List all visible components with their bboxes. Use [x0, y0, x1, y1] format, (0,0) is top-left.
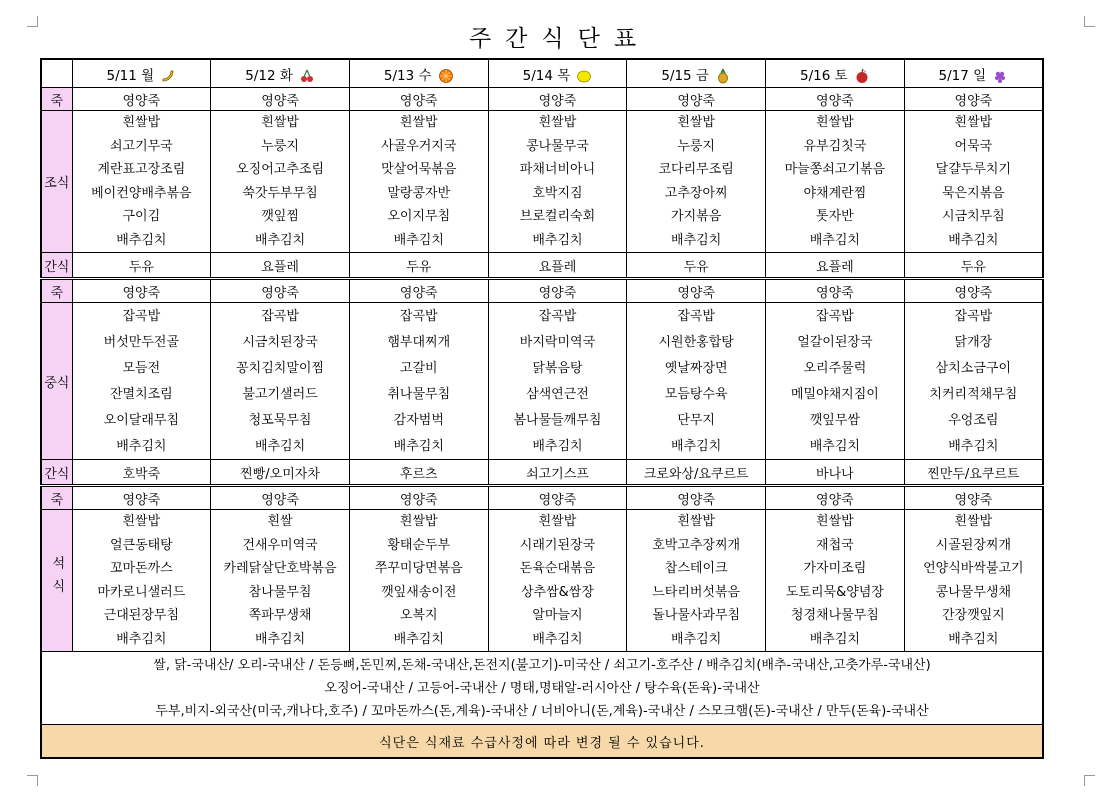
snack-label: 간식: [41, 253, 72, 279]
dish-item: 청경채나물무침: [790, 608, 879, 624]
dish-item: 베이컨양배추볶음: [91, 185, 192, 201]
dish-item: 시금치무침: [941, 209, 1005, 225]
dish-list: [350, 111, 488, 252]
crop-mark-bottom-left: [27, 775, 38, 786]
lemon-icon: [576, 68, 592, 84]
day-header: [904, 59, 1043, 88]
menu-cell: [211, 303, 350, 460]
dish-item: 배추김치: [671, 438, 722, 454]
dish-item: 우엉조림: [948, 412, 999, 428]
dish-item: 잔멸치조림: [109, 386, 173, 402]
dish-item: 근대된장무침: [103, 608, 180, 624]
dish-item: 호박고추장찌개: [652, 537, 741, 553]
day-header: [627, 59, 766, 88]
menu-cell: [72, 303, 211, 460]
weekly-menu-table: [40, 58, 1044, 759]
juk-label: 죽: [41, 279, 72, 303]
menu-cell: 영양죽: [349, 88, 488, 111]
footer-notice: 식단은 식재료 수급사정에 따라 변경 될 수 있습니다.: [41, 725, 1043, 759]
dish-list: [73, 111, 211, 252]
dish-item: 고갈비: [399, 360, 438, 376]
page-title: 주간식단표: [468, 26, 651, 52]
crop-mark-bottom-right: [1084, 775, 1095, 786]
dinner-label: [41, 510, 72, 652]
menu-cell: 영양죽: [766, 88, 905, 111]
dish-item: 언양식바싹불고기: [923, 561, 1024, 577]
dish-item: 배추김치: [393, 631, 444, 647]
day-header: [72, 59, 211, 88]
dish-list: [350, 510, 488, 651]
juk-label: 죽: [41, 486, 72, 510]
dish-item: 말랑콩자반: [387, 185, 451, 201]
dish-item: 구이김: [122, 209, 161, 225]
dish-item: 배추김치: [254, 438, 306, 454]
menu-cell: 요플레: [488, 253, 627, 279]
dish-item: 오리주물럭: [803, 360, 867, 376]
dish-list: [627, 510, 765, 651]
dish-item: 잡곡밥: [122, 308, 161, 324]
menu-cell: 영양죽: [766, 279, 905, 303]
menu-cell: 영양죽: [627, 486, 766, 510]
dish-item: 흰쌀밥: [677, 115, 715, 131]
menu-cell: 두유: [349, 253, 488, 279]
dish-item: 깻잎새송이전: [381, 584, 457, 600]
day-header: [488, 59, 627, 88]
menu-cell: 후르츠: [349, 460, 488, 486]
menu-cell: 영양죽: [627, 279, 766, 303]
day-label: 5/13 수: [383, 67, 432, 84]
menu-cell: [488, 111, 627, 253]
dish-item: 야채계란찜: [803, 185, 867, 201]
day-header: [211, 59, 350, 88]
menu-cell: 바나나: [766, 460, 905, 486]
dish-item: 치커리적채무침: [929, 386, 1018, 402]
dish-item: 배추김치: [254, 232, 306, 248]
menu-cell: [904, 111, 1043, 253]
dish-item: 느타리버섯볶음: [652, 584, 741, 600]
dish-item: 돈육순대볶음: [519, 561, 596, 577]
dish-item: 삼색연근전: [526, 386, 589, 402]
menu-cell: 찐빵/오미자차: [211, 460, 350, 486]
menu-cell: [349, 111, 488, 253]
menu-cell: [627, 111, 766, 253]
dish-item: 흰쌀밥: [954, 115, 993, 131]
dish-item: 잡곡밥: [261, 308, 299, 324]
menu-cell: [904, 510, 1043, 652]
menu-cell: [349, 303, 488, 460]
day-header: [766, 59, 905, 88]
menu-cell: 영양죽: [766, 486, 905, 510]
dish-item: 흰쌀밥: [677, 514, 715, 530]
menu-cell: [211, 510, 350, 652]
dish-item: 옛날짜장면: [664, 360, 728, 376]
dish-list: [73, 510, 211, 651]
dish-item: 고추장아찌: [664, 185, 728, 201]
menu-cell: 영양죽: [211, 279, 350, 303]
dish-item: 배추김치: [532, 631, 583, 647]
dish-item: 단무지: [677, 412, 715, 428]
menu-cell: [627, 303, 766, 460]
dish-item: 재첩국: [816, 537, 854, 553]
dish-item: 돌나물사과무침: [652, 608, 741, 624]
dish-list: [766, 510, 904, 651]
dish-item: 시금치된장국: [242, 334, 318, 350]
dish-item: 배추김치: [393, 438, 444, 454]
menu-cell: 영양죽: [349, 486, 488, 510]
dish-item: 배추김치: [671, 232, 722, 248]
dish-item: 잡곡밥: [954, 308, 993, 324]
dish-item: 사골우거지국: [381, 138, 457, 154]
day-label: 5/15 금: [661, 67, 709, 84]
pineapple-icon: [715, 68, 731, 84]
dish-item: 누룽지: [677, 138, 715, 154]
menu-cell: 찐만두/요쿠르트: [904, 460, 1043, 486]
dish-item: 황태순두부: [387, 537, 451, 553]
dish-list: [489, 510, 627, 651]
dish-item: 콩나물무생채: [935, 584, 1012, 600]
menu-cell: 호박죽: [72, 460, 211, 486]
menu-cell: [766, 111, 905, 253]
dish-item: 배추김치: [532, 438, 583, 454]
dish-item: 건새우미역국: [242, 537, 318, 553]
dish-item: 잡곡밥: [677, 308, 715, 324]
grape-icon: [992, 68, 1008, 84]
dish-item: 흰쌀밥: [816, 514, 854, 530]
menu-cell: [72, 510, 211, 652]
dish-item: 잡곡밥: [816, 308, 854, 324]
dish-item: 쭈꾸미당면볶음: [374, 561, 463, 577]
menu-cell: 영양죽: [904, 279, 1043, 303]
dish-item: 메밀야채지짐이: [790, 386, 879, 402]
dish-item: 흰쌀밥: [816, 115, 854, 131]
dish-item: 브로컬리숙회: [519, 209, 596, 225]
meal-label: 석식: [49, 555, 65, 602]
menu-cell: 영양죽: [72, 486, 211, 510]
dish-item: 오복지: [399, 608, 438, 624]
dish-item: 흰쌀밥: [261, 115, 299, 131]
dish-item: 꼬마돈까스: [109, 561, 173, 577]
day-label: 5/12 화: [245, 67, 293, 84]
menu-cell: 크로와상/요쿠르트: [627, 460, 766, 486]
dish-item: 찹스테이크: [664, 561, 728, 577]
dish-list: [350, 303, 488, 459]
dish-item: 취나물무침: [387, 386, 451, 402]
menu-cell: 영양죽: [904, 486, 1043, 510]
lunch-label: [41, 303, 72, 460]
dish-item: 마늘쫑쇠고기볶음: [784, 162, 886, 178]
dish-list: [905, 303, 1042, 459]
day-label: 5/14 목: [522, 67, 571, 84]
dish-list: [489, 111, 627, 252]
menu-cell: 영양죽: [72, 88, 211, 111]
origin-notes: [41, 652, 1043, 725]
dish-item: 파채너비아니: [519, 162, 596, 178]
menu-cell: 두유: [72, 253, 211, 279]
dish-item: 쑥갓두부무침: [242, 185, 318, 201]
snack-label: 간식: [41, 460, 72, 486]
dish-item: 버섯만두전골: [103, 334, 180, 350]
apple-icon: [854, 68, 870, 84]
menu-cell: [72, 111, 211, 253]
dish-item: 누룽지: [261, 138, 299, 154]
dish-item: 얼큰동태탕: [109, 537, 173, 553]
dish-item: 불고기샐러드: [242, 386, 318, 402]
dish-item: 흰쌀밥: [399, 514, 438, 530]
menu-cell: [349, 510, 488, 652]
dish-item: 간장깻잎지: [941, 608, 1005, 624]
dish-item: 청포묵무침: [248, 412, 312, 428]
menu-cell: 영양죽: [488, 279, 627, 303]
meal-label: 조식: [44, 176, 70, 191]
juk-label: 죽: [41, 88, 72, 111]
dish-item: 배추김치: [532, 232, 583, 248]
dish-item: 카레닭살단호박볶음: [223, 561, 337, 577]
menu-cell: 요플레: [766, 253, 905, 279]
dish-item: 감자범벅: [393, 412, 444, 428]
corner-cell: [41, 59, 72, 88]
menu-cell: [766, 303, 905, 460]
dish-item: 흰쌀밥: [399, 115, 438, 131]
dish-item: 흰쌀밥: [954, 514, 993, 530]
dish-item: 잡곡밥: [399, 308, 438, 324]
dish-item: 오이달래무침: [103, 412, 180, 428]
dish-item: 참나물무침: [248, 584, 312, 600]
dish-list: [766, 111, 904, 252]
dish-item: 바지락미역국: [519, 334, 596, 350]
menu-cell: [488, 303, 627, 460]
dish-item: 모듬탕수육: [664, 386, 728, 402]
banana-icon: [160, 68, 176, 84]
meal-label: 중식: [44, 375, 70, 391]
dish-list: [211, 510, 349, 651]
dish-item: 모듬전: [122, 360, 161, 376]
dish-item: 시원한홍합탕: [658, 334, 734, 350]
dish-item: 배추김치: [948, 232, 999, 248]
menu-cell: 영양죽: [349, 279, 488, 303]
day-label: 5/11 월: [106, 67, 155, 84]
menu-cell: 두유: [627, 253, 766, 279]
day-label: 5/17 일: [938, 67, 987, 84]
dish-item: 콩나물무국: [526, 138, 589, 154]
dish-item: 상추쌈&쌈장: [520, 584, 594, 600]
dish-item: 묵은지볶음: [941, 185, 1005, 201]
dish-item: 닭개장: [954, 334, 993, 350]
menu-cell: 영양죽: [72, 279, 211, 303]
orange-icon: [438, 68, 454, 84]
dish-item: 맛살어묵볶음: [381, 162, 457, 178]
breakfast-label: [41, 111, 72, 253]
origin-line: 두부,비지-외국산(미국,캐나다,호주) / 꼬마돈까스(돈,계육)-국내산 / 너비아니(돈,계육)-국내산 / 스모크햄(돈)-국내산 / 만두(돈육)-국내산: [155, 703, 929, 719]
menu-cell: [904, 303, 1043, 460]
dish-item: 배추김치: [948, 438, 999, 454]
dish-item: 배추김치: [671, 631, 722, 647]
dish-item: 꽁치김치말이찜: [236, 360, 324, 376]
dish-item: 배추김치: [116, 438, 167, 454]
dish-item: 쇠고기무국: [109, 138, 173, 154]
dish-list: [211, 303, 349, 459]
dish-item: 배추김치: [393, 232, 444, 248]
dish-item: 쪽파무생채: [248, 608, 312, 624]
dish-item: 계란표고장조림: [97, 162, 186, 178]
menu-cell: 두유: [904, 253, 1043, 279]
dish-item: 삼치소금구이: [935, 360, 1012, 376]
dish-item: 흰쌀밥: [538, 115, 577, 131]
dish-item: 도토리묵&양념장: [785, 584, 884, 600]
dish-item: 호박지짐: [532, 185, 583, 201]
dish-item: 봄나물들깨무침: [513, 412, 602, 428]
dish-item: 깻잎찜: [261, 209, 299, 225]
origin-line: 오징어-국내산 / 고등어-국내산 / 명태,명태알-러시아산 / 탕수육(돈육)-국내산: [324, 680, 760, 696]
dish-item: 흰쌀밥: [122, 115, 161, 131]
dish-item: 시래기된장국: [519, 537, 596, 553]
dish-item: 닭볶음탕: [532, 360, 583, 376]
menu-cell: 영양죽: [488, 486, 627, 510]
dish-item: 배추김치: [948, 631, 999, 647]
dish-list: [627, 303, 765, 459]
dish-item: 가지볶음: [671, 209, 722, 225]
origin-line: 쌀, 닭-국내산/ 오리-국내산 / 돈등뼈,돈민찌,돈채-국내산,돈전지(불고기)-미국산 / 쇠고기-호주산 / 배추김치(배추-국내산,고춧가루-국내산): [153, 657, 931, 673]
menu-cell: [766, 510, 905, 652]
dish-list: [211, 111, 349, 252]
menu-cell: 요플레: [211, 253, 350, 279]
menu-cell: 영양죽: [488, 88, 627, 111]
dish-item: 배추김치: [809, 232, 860, 248]
menu-cell: [488, 510, 627, 652]
dish-item: 달걀두루치기: [935, 162, 1012, 178]
dish-item: 마카로니샐러드: [97, 584, 186, 600]
cherry-icon: [299, 68, 315, 84]
dish-item: 유부김칫국: [803, 138, 867, 154]
dish-item: 오징어고추조림: [236, 162, 324, 178]
dish-list: [905, 111, 1042, 252]
dish-item: 배추김치: [809, 438, 860, 454]
dish-item: 얼갈이된장국: [797, 334, 873, 350]
dish-item: 시골된장찌개: [935, 537, 1012, 553]
menu-cell: 영양죽: [211, 88, 350, 111]
dish-item: 어묵국: [954, 138, 993, 154]
dish-item: 배추김치: [116, 631, 167, 647]
menu-cell: 쇠고기스프: [488, 460, 627, 486]
dish-item: 가자미조림: [803, 561, 867, 577]
dish-item: 햄부대찌개: [387, 334, 451, 350]
dish-list: [489, 303, 627, 459]
dish-item: 흰쌀밥: [122, 514, 161, 530]
dish-item: 배추김치: [116, 232, 167, 248]
day-header: [349, 59, 488, 88]
menu-cell: [211, 111, 350, 253]
menu-cell: [627, 510, 766, 652]
menu-cell: 영양죽: [904, 88, 1043, 111]
dish-item: 배추김치: [254, 631, 306, 647]
dish-list: [73, 303, 211, 459]
day-label: 5/16 토: [800, 67, 848, 84]
dish-item: 오이지무침: [387, 209, 451, 225]
dish-item: 알마늘지: [532, 608, 583, 624]
dish-item: 코다리무조림: [658, 162, 734, 178]
dish-list: [766, 303, 904, 459]
dish-list: [627, 111, 765, 252]
menu-cell: 영양죽: [211, 486, 350, 510]
dish-item: 잡곡밥: [538, 308, 577, 324]
dish-item: 배추김치: [809, 631, 860, 647]
dish-item: 깻잎무쌈: [809, 412, 860, 428]
dish-item: 톳자반: [816, 209, 854, 225]
menu-cell: 영양죽: [627, 88, 766, 111]
dish-list: [905, 510, 1042, 651]
dish-item: 흰쌀: [267, 514, 293, 530]
dish-item: 흰쌀밥: [538, 514, 577, 530]
